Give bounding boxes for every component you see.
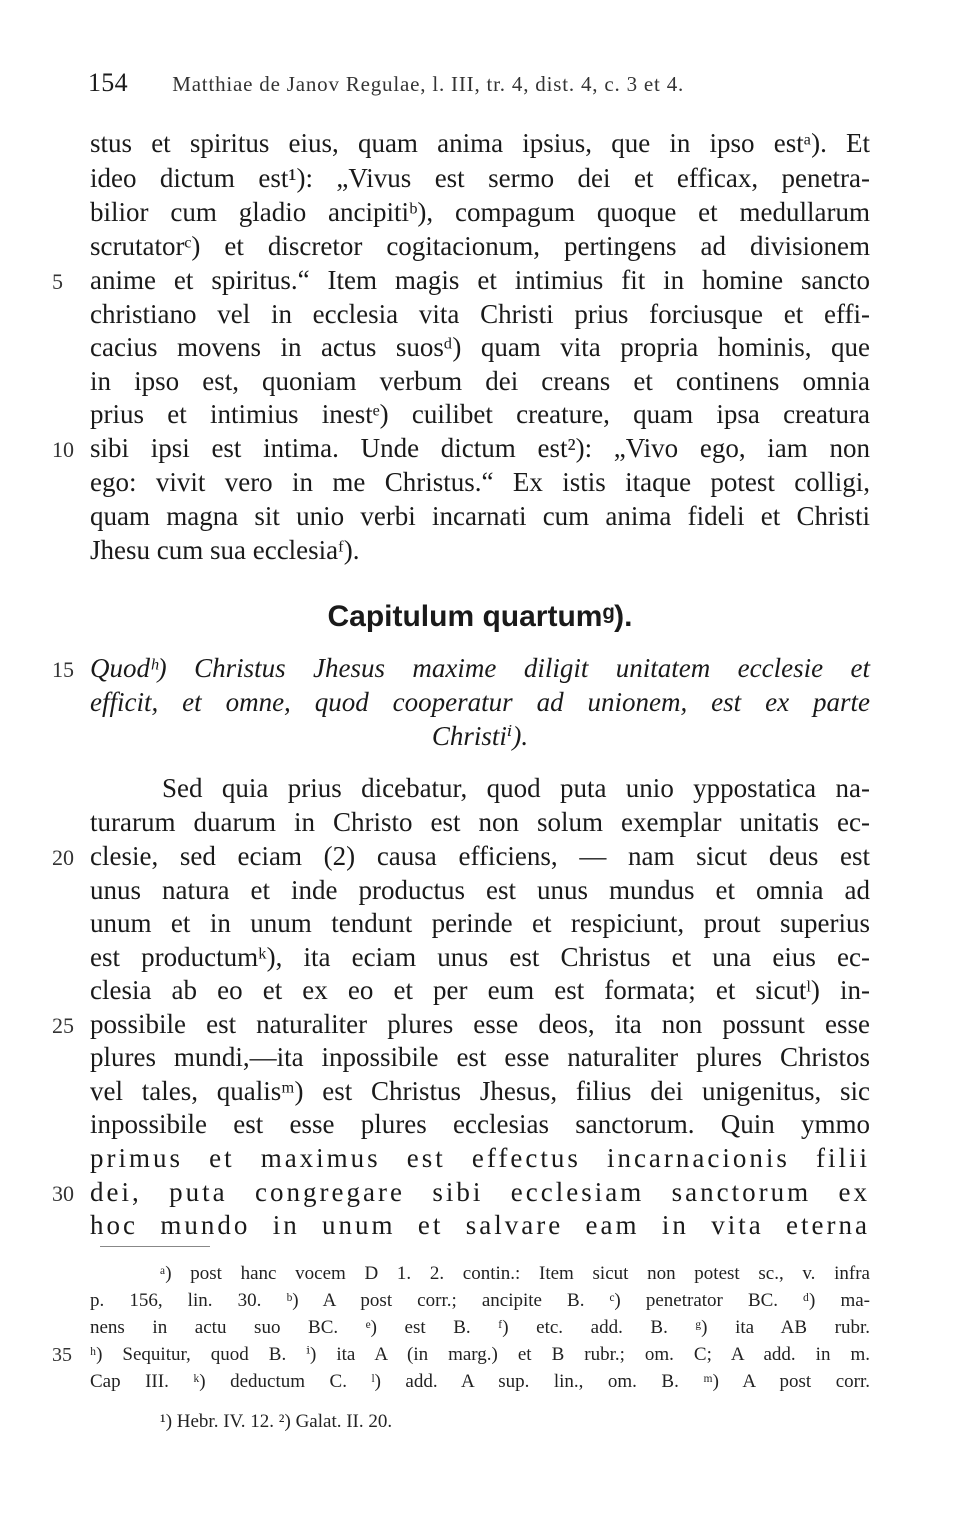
line-number: 15 xyxy=(52,657,74,682)
text-line: christiano vel in ecclesia vita Christi prius forciusque et effi- xyxy=(90,299,870,329)
source-notes: ¹) Hebr. IV. 12. ²) Galat. II. 20. xyxy=(160,1411,393,1432)
text-line: sibi ipsi est intima. Unde dictum est²): „Vivo ego, iam non xyxy=(90,433,870,463)
text-line: Sed quia prius dicebatur, quod puta unio yppostatica na- xyxy=(162,773,870,803)
text-line: ego: vivit vero in me Christus.“ Ex istis itaque potest colligi, xyxy=(90,467,870,497)
text-line: unum et in unum tendunt perinde et respiciunt, prout superius xyxy=(90,908,870,938)
footnote-line: ᵃ) post hanc vocem D 1. 2. contin.: Item sicut non potest sc., v. infra xyxy=(160,1263,870,1284)
chapter-heading: Capitulum quartumᵍ). xyxy=(327,600,633,633)
line-number: 5 xyxy=(52,269,63,294)
footnote-line: Cap III. ᵏ) deductum C. ˡ) add. A sup. lin., om. B. ᵐ) A post corr. xyxy=(90,1371,870,1392)
text-line: stus et spiritus eius, quam anima ipsius, que in ipso estᵃ). Et xyxy=(90,128,870,158)
text-line: Jhesu cum sua ecclesiaᶠ). xyxy=(90,535,360,565)
text-line: turarum duarum in Christo est non solum exemplar unitatis ec- xyxy=(90,807,870,837)
text-line: unus natura et inde productus est unus mundus et omnia ad xyxy=(90,875,870,905)
running-title: Matthiae de Janov Regulae, l. III, tr. 4, dist. 4, c. 3 et 4. xyxy=(172,72,685,96)
summary-line: efficit, et omne, quod cooperatur ad unionem, est ex parte xyxy=(90,687,870,717)
text-line: possibile est naturaliter plures esse deos, ita non possunt esse xyxy=(90,1009,870,1039)
text-line: clesie, sed eciam (2) causa efficiens, — nam sicut deus est xyxy=(90,841,870,871)
text-line: prius et intimius inestᵉ) cuilibet creature, quam ipsa creatura xyxy=(90,399,870,429)
text-line: inpossibile est esse plures ecclesias sanctorum. Quin ymmo xyxy=(90,1109,870,1139)
text-line: vel tales, qualisᵐ) est Christus Jhesus, filius dei unigenitus, sic xyxy=(90,1076,870,1106)
text-line: clesia ab eo et ex eo et per eum est formata; et sicutˡ) in- xyxy=(90,975,870,1005)
summary-line: Quodʰ) Christus Jhesus maxime diligit unitatem ecclesie et xyxy=(90,653,870,683)
text-line: ideo dictum est¹): „Vivus est sermo dei et efficax, penetra- xyxy=(90,163,870,193)
line-number: 10 xyxy=(52,437,74,462)
text-line: cacius movens in actus suosᵈ) quam vita propria hominis, que xyxy=(90,332,870,362)
footnote-line: nens in actu suo BC. ᵉ) est B. ᶠ) etc. add. B. ᵍ) ita AB rubr. xyxy=(90,1317,870,1338)
text-line: dei, puta congregare sibi ecclesiam sanctorum ex xyxy=(90,1177,870,1207)
page-number: 154 xyxy=(88,68,128,97)
text-line: primus et maximus est effectus incarnacionis filii xyxy=(90,1143,870,1173)
text-line: in ipso est, quoniam verbum dei creans et continens omnia xyxy=(90,366,870,396)
line-number: 25 xyxy=(52,1013,74,1038)
line-number: 35 xyxy=(52,1344,72,1366)
summary-line: Christiⁱ). xyxy=(431,721,529,751)
text-line: scrutatorᶜ) et discretor cogitacionum, pertingens ad divisionem xyxy=(90,231,870,261)
footnote-line: ʰ) Sequitur, quod B. ⁱ) ita A (in marg.) et B rubr.; om. C; A add. in m. xyxy=(90,1344,870,1365)
footnote-rule xyxy=(100,1246,210,1247)
line-number: 30 xyxy=(52,1181,74,1206)
text-line: hoc mundo in unum et salvare eam in vita eterna xyxy=(90,1210,870,1240)
footnote-line: p. 156, lin. 30. ᵇ) A post corr.; ancipite B. ᶜ) penetrator BC. ᵈ) ma- xyxy=(90,1290,870,1311)
running-header xyxy=(88,68,888,98)
text-line: anime et spiritus.“ Item magis et intimius fit in homine sancto xyxy=(90,265,870,295)
text-line: bilior cum gladio ancipitiᵇ), compagum quoque et medullarum xyxy=(90,197,870,227)
line-number: 20 xyxy=(52,845,74,870)
text-line: quam magna sit unio verbi incarnati cum anima fideli et Christi xyxy=(90,501,870,531)
text-line: est productumᵏ), ita eciam unus est Christus et una eius ec- xyxy=(90,942,870,972)
text-line: plures mundi,—ita inpossibile est esse naturaliter plures Christos xyxy=(90,1042,870,1072)
